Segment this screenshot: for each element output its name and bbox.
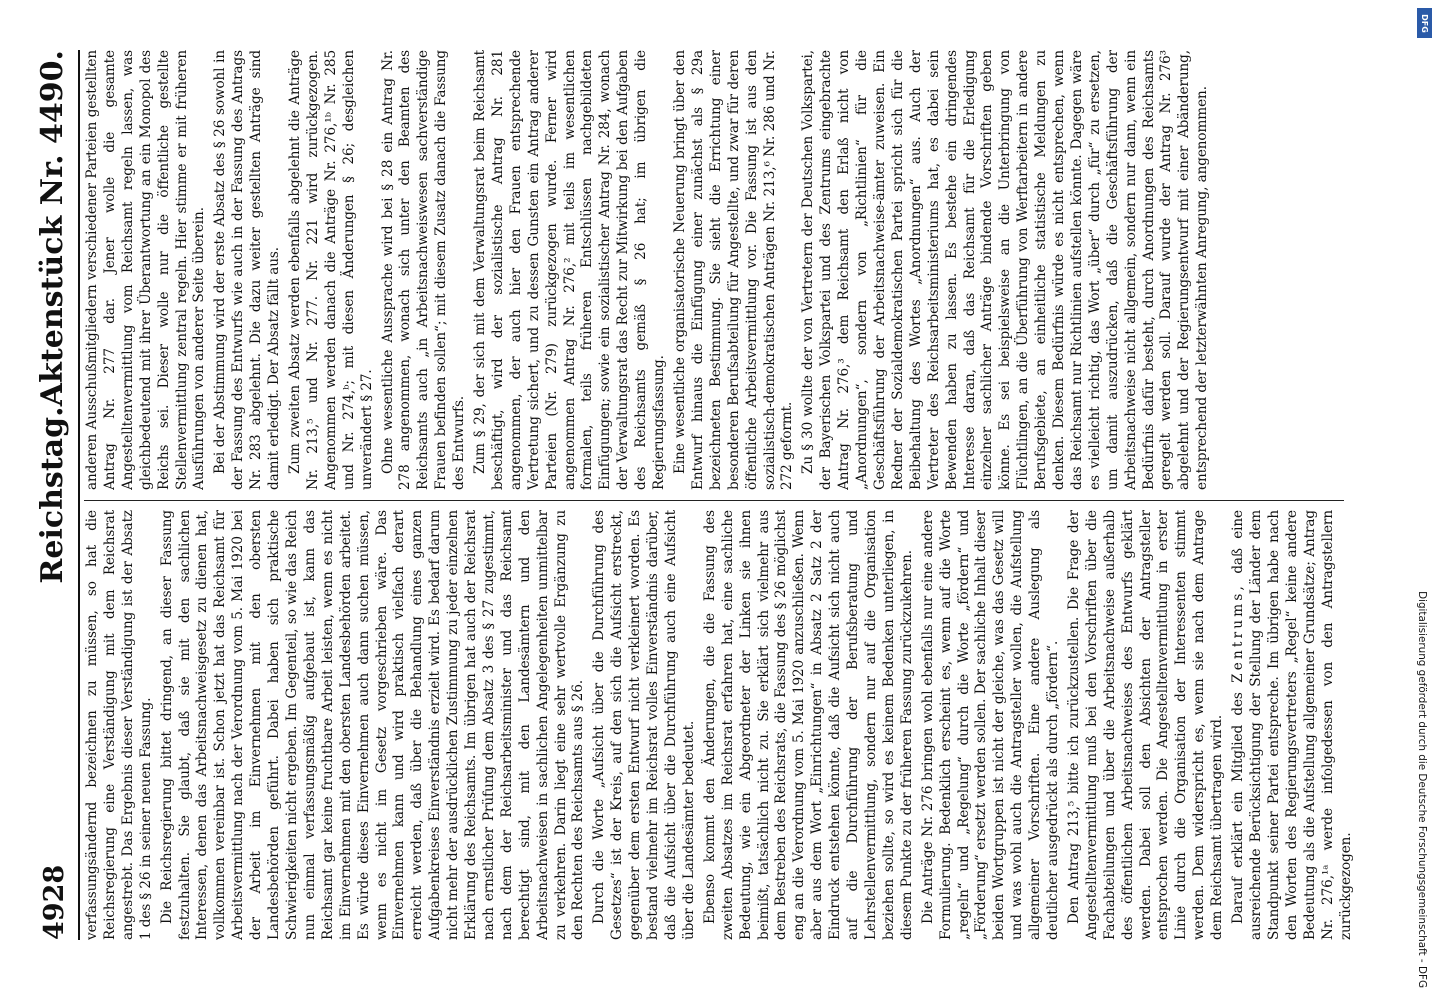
paragraph: Ebenso kommt den Änderungen, die die Fassung des zweiten Absatzes im Reichsrat erfahren hat, eine sachliche Bedeutung, wie ein Abgeordneter der Linken sie ihnen beimißt, tatsächlich nicht zu. Sie erklärt sich vielmehr aus dem Bestreben des Reichsrats, die Fassung des § 26 möglichst eng an die Verordnung vom 5. Mai 1920 anzuschließen. Wenn aber aus dem Wort „Einrichtungen“ in Absatz 2 Satz 2 der Eindruck entstehen könnte, daß die Aufsicht sich nicht auch auf die Durchführung der Berufsberatung und Lehrstellenvermittlung, sondern nur auf die Organisation beziehen sollte, so wird es keinem Bedenken unterliegen, in diesem Punkte zu der früheren Fassung zurückzukehren. bbox=[701, 510, 915, 940]
document-number: Aktenstück Nr. 4490. bbox=[35, 50, 70, 407]
credit-text: Digitalisierung gefördert durch die Deutsche Forschungsgemeinschaft - DFG bbox=[1416, 591, 1428, 988]
paragraph: Den Antrag 213,⁵ bitte ich zurückzustellen. Die Frage der Angestelltenvermittlung muß bei den Vorschriften über die Fachabteilungen und über die Arbeitsnachweise außerhalb des öffentlichen Arbeitsnachweises des Entwurfs geklärt werden. Dabei soll den Absichten der Antragsteller entsprochen werden. Die Angestelltenvermittlung in erster Linie durch die Organisation der Interessenten stimmt werden. Dem widerspricht es, wenn sie nach dem Antrage dem Reichsamt übertragen wird. bbox=[1065, 510, 1226, 940]
paragraph: Die Reichsregierung bittet dringend, an dieser Fassung festzuhalten. Sie glaubt, daß sie mit den sachlichen Interessen, denen das Arbeitsnachweisgesetz zu dienen hat, vollkommen vereinbar ist. Schon jetzt hat das Reichsamt für Arbeitsvermittlung nach der Verordnung vom 5. Mai 1920 bei der Arbeit im Einvernehmen mit den obersten Landesbehörden geführt. Dabei haben sich praktische Schwierigkeiten nicht ergeben. Im Gegenteil, so wie das Reich nun einmal verfassungsmäßig aufgebaut ist, kann das Reichsamt gar keine fruchtbare Arbeit leisten, wenn es nicht im Einvernehmen mit den obersten Landesbehörden arbeitet. Es würde dieses Einvernehmen auch dann suchen müssen, wenn es nicht im Gesetz vorgeschrieben wäre. Das Einvernehmen kann und wird praktisch vielfach derart erreicht werden, daß über die Behandlung eines ganzen Aufgabenkreises Einverständnis erzielt wird. Es bedarf darum nicht mehr der ausdrücklichen Zustimmung zu jeder einzelnen Erklärung des Reichsamts. Im übrigen hat auch der Reichsrat nach ernstlicher Prüfung dem Absatz 3 des § 27 zugestimmt, nach dem der Reichsarbeitsminister und das Reichsamt berechtigt sind, mit den Landesämtern und den Arbeitsnachweisen in sachlichen Angelegenheiten unmittelbar zu verkehren. Darin liegt eine sehr wertvolle Ergänzung zu den Rechten des Reichsamts aus § 26. bbox=[158, 510, 587, 940]
text-column-right bbox=[84, 50, 1354, 490]
paragraph-text: daß eine ausreichende Berücksichtigung der Stellung der Länder dem Standpunkt seiner Partei entspreche. Im übrigen habe nach den Worten des Regierungsvertreters „Regel“ keine andere Bedeutung als die Aufstellung allgemeiner Grundsätze; Antrag Nr. 276,¹ᵃ werde infolgedessen von den Antragstellern zurückgezogen. bbox=[1230, 510, 1354, 940]
paragraph-lead: Durch die Worte bbox=[591, 798, 608, 924]
dfg-logo bbox=[1417, 8, 1432, 38]
page-number: 4928 bbox=[39, 864, 70, 940]
paragraph: Die Anträge Nr. 276 bringen wohl ebenfalls nur eine andere Formulierung. Bedenklich erscheint es, wenn auf die Worte „regeln“ und „Regelung“ durch die Worte „fördern“ und „Förderung“ ersetzt werden sollen. Der sachliche Inhalt dieser beiden Wortgruppen ist nicht der gleiche, was das Gesetz will und was wohl auch die Antragsteller wollen, die Aufstellung allgemeiner Vorschriften. Eine andere Auslegung als deutlicher ausgedrückt als durch „fördern“. bbox=[919, 510, 1062, 940]
paragraph bbox=[1230, 510, 1354, 940]
column-divider bbox=[84, 500, 1344, 501]
paragraph-text: „Aufsicht über die Durchführung des Gesetzes“ ist der Kreis, auf den sich die Aufsicht erstreckt, gegenüber dem ersten Entwurf nicht verkleinert worden. Es bestand vielmehr im Reichsrat volles Einverständnis darüber, daß die Aufsicht über die Durchführung auch eine Aufsicht über die Landesämter bedeutet. bbox=[591, 510, 697, 940]
paragraph: anderen Ausschußmitgliedern verschiedener Parteien gestellten Antrag Nr. 277 dar. Jener wolle die gesamte Angestelltenvermittlung vom Reichsamt regeln lassen, was gleichbedeutend mit ihrer Überantwortung an ein Monopol des Reichs sei. Dieser wolle nur die öffentliche gestellte Stellenvermittlung zentral regeln. Hier stimme er mit früheren Ausführungen von anderer Seite überein. bbox=[84, 50, 208, 490]
logo-text: DFG bbox=[1420, 13, 1430, 33]
paragraph: verfassungsändernd bezeichnen zu müssen, so hat die Reichsregierung eine Verständigung mit dem Reichsrat angestrebt. Das Ergebnis dieser Verständigung ist der Absatz 1 des § 26 in seiner neuen Fassung. bbox=[84, 510, 154, 940]
party-name: Zentrums, bbox=[1230, 582, 1247, 683]
paragraph: Zum § 29, der sich mit dem Verwaltungsrat beim Reichsamt beschäftigt, wird der sozialistische Antrag Nr. 281 angenommen, der auch hier den Frauen entsprechende Vertretung sichert, und zu dessen Gunsten ein Antrag anderer Parteien (Nr. 279) zurückgezogen wurde. Ferner wird angenommen Antrag Nr. 276,² mit teils im wesentlichen formalen, teils früheren Entschlüssen nachgebildeten Einfügungen; sowie ein sozialistischer Antrag Nr. 284, wonach der Verwaltungsrat das Recht zur Mitwirkung bei den Aufgaben des Reichsamts gemäß § 26 hat; im übrigen die Regierungsfassung. bbox=[472, 50, 668, 490]
header-rule bbox=[78, 50, 80, 940]
paragraph: Eine wesentliche organisatorische Neuerung bringt über den Entwurf hinaus die Einfügung einer zunächst als § 29a bezeichneten Bestimmung. Sie sieht die Errichtung einer besonderen Berufsabteilung für Angestellte, und zwar für deren öffentliche Arbeitsvermittlung vor. Die Fassung ist aus den sozialistisch-demokratischen Anträgen Nr. 213,⁶ Nr. 286 und Nr. 272 geformt. bbox=[672, 50, 796, 490]
paragraph: Zum zweiten Absatz werden ebenfalls abgelehnt die Anträge Nr. 213,⁵ und Nr. 277. Nr. 221 wird zurückgezogen. Angenommen werden danach die Anträge Nr. 276,¹ᵇ Nr. 285 und Nr. 274,ᵇ; mit diesen Änderungen § 26; desgleichen unverändert § 27. bbox=[286, 50, 375, 490]
header-title: Reichstag. bbox=[35, 406, 70, 584]
paragraph: Zu § 30 wollte der von Vertretern der Deutschen Volkspartei, der Bayerischen Volkspartei und des Zentrums eingebrachte Antrag Nr. 276,³ dem Reichsamt den Erlaß nicht von „Anordnungen“, sondern von „Richtlinien“ für die Geschäftsführung der Arbeitsnachweise-ämter zuweisen. Ein Redner der Sozialdemokratischen Partei spricht sich für die Beibehaltung des Wortes „Anordnungen“ aus. Auch der Vertreter des Reichsarbeitsministeriums hat, es dabei sein Bewenden haben zu lassen. Es bestehe ein dringendes Interesse daran, daß das Reichsamt für die Erledigung einzelner sachlicher Anträge bindende Vorschriften geben könne. Es sei beispielsweise an die Unterbringung von Flüchtlingen, an die Überführung von Werftarbeitern in andere Berufsgebiete, an einheitliche statistische Meldungen zu denken. Diesem Bedürfnis würde es nicht entsprechen, wenn das Reichsamt nur Richtlinien aufstellen könnte. Dagegen wäre es vielleicht richtig, das Wort „über“ durch „für“ zu ersetzen, um damit auszudrücken, daß die Geschäftsführung der Arbeitsnachweise nicht allgemein, sondern nur dann, wenn ein Bedürfnis dafür besteht, durch Anordnungen des Reichsamts geregelt werden soll. Darauf wurde der Antrag Nr. 276³ abgelehnt und der Regierungsentwurf mit einer Abänderung, entsprechend der letzterwähnten Anregung, angenommen. bbox=[800, 50, 1211, 490]
page-header bbox=[30, 50, 74, 940]
paragraph: Ohne wesentliche Aussprache wird bei § 28 ein Antrag Nr. 278 angenommen, wonach sich unter den Beamten des Reichsamts auch „in Arbeitsnachweiswesen sachverständige Frauen befinden sollen“; mit diesem Zusatz danach die Fassung des Entwurfs. bbox=[379, 50, 468, 490]
paragraph: Bei der Abstimmung wird der erste Absatz des § 26 sowohl in der Fassung des Entwurfs wie auch in der Fassung des Antrags Nr. 283 abgelehnt. Die dazu weiter gestellten Anträge sind damit erledigt. Der Absatz fällt aus. bbox=[212, 50, 283, 490]
text-column-left bbox=[84, 510, 1354, 940]
digitization-credit bbox=[1414, 8, 1430, 988]
paragraph bbox=[591, 510, 698, 940]
paragraph-lead: Darauf erklärt ein Mitglied des bbox=[1230, 692, 1247, 924]
